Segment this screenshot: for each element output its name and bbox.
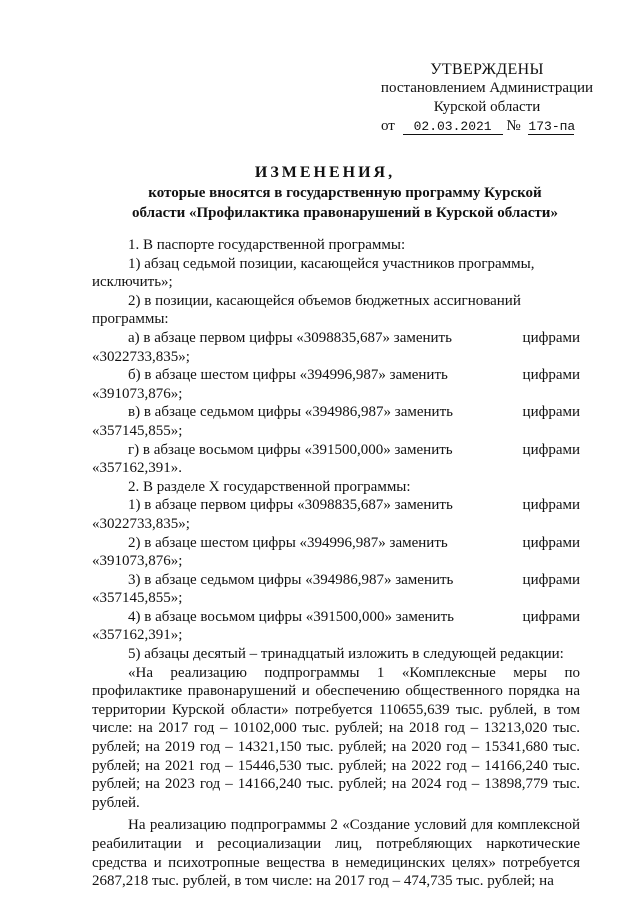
approval-authority: постановлением Администрации xyxy=(380,80,594,96)
item-2-2-value: «391073,876»; xyxy=(92,553,183,570)
quoted-paragraph-2: На реализацию подпрограммы 2 «Создание условий для комплексной реабилитации и ресоциализации лиц, потребляющих наркотические средства и психотропные вещества в немедицинских целях» потребуется 2687,218 тыс. рублей, в том числе: на 2017 год – 474,735 тыс. рублей; на xyxy=(92,817,580,890)
approval-dateline xyxy=(372,117,602,136)
item-2-1-value: «3022733,835»; xyxy=(92,515,190,532)
document-body xyxy=(92,236,580,891)
item-2-2-text: 2) в абзаце шестом цифры «394996,987» заменить xyxy=(128,534,448,551)
item-2-2-tail: цифрами xyxy=(522,534,580,551)
item-a xyxy=(92,329,580,348)
item-2-1 xyxy=(92,496,580,515)
item-1-1-line1: 1) абзац седьмой позиции, касающейся участников программы, xyxy=(128,255,535,272)
item-g-text: г) в абзаце восьмом цифры «391500,000» заменить xyxy=(128,441,453,458)
document-heading xyxy=(90,163,560,223)
item-1-2-line2: программы: xyxy=(92,311,169,328)
item-g-value: «357162,391». xyxy=(92,460,182,477)
item-2-1-tail: цифрами xyxy=(522,497,580,514)
item-2-5: 5) абзацы десятый – тринадцатый изложить в следующей редакции: xyxy=(128,646,564,663)
item-2-3 xyxy=(92,571,580,590)
document-subtitle-line2: области «Профилактика правонарушений в Курской области» xyxy=(132,205,558,221)
item-2-4-text: 4) в абзаце восьмом цифры «391500,000» заменить xyxy=(128,608,454,625)
document-title: ИЗМЕНЕНИЯ, xyxy=(254,164,396,181)
item-2-4-tail: цифрами xyxy=(522,608,580,625)
item-2-3-text: 3) в абзаце седьмом цифры «394986,987» заменить xyxy=(128,571,454,588)
from-label: от xyxy=(381,118,395,134)
item-b-value: «391073,876»; xyxy=(92,385,183,402)
item-2-1-text: 1) в абзаце первом цифры «3098835,687» заменить xyxy=(128,497,453,514)
item-2-4-value: «357162,391»; xyxy=(92,627,183,644)
item-2-2 xyxy=(92,534,580,553)
item-a-value: «3022733,835»; xyxy=(92,348,190,365)
number-label: № xyxy=(506,118,521,134)
item-1-2-line1: 2) в позиции, касающейся объемов бюджетных ассигнований xyxy=(128,292,521,309)
item-a-tail: цифрами xyxy=(522,329,580,346)
item-2-4 xyxy=(92,608,580,627)
item-b xyxy=(92,366,580,385)
item-1-1-line2: исключить»; xyxy=(92,274,173,291)
item-a-text: а) в абзаце первом цифры «3098835,687» заменить xyxy=(128,329,452,346)
section-2-heading: 2. В разделе X государственной программы: xyxy=(128,478,411,495)
item-b-tail: цифрами xyxy=(522,367,580,384)
item-g xyxy=(92,441,580,460)
approval-title: УТВЕРЖДЕНЫ xyxy=(430,61,544,78)
approval-date: 02.03.2021 xyxy=(403,119,503,135)
approval-region: Курской области xyxy=(433,99,541,115)
item-g-tail: цифрами xyxy=(522,441,580,458)
item-v-text: в) в абзаце седьмом цифры «394986,987» заменить xyxy=(128,404,453,421)
approval-stamp xyxy=(372,60,602,136)
section-1-heading: 1. В паспорте государственной программы: xyxy=(128,237,406,253)
document-subtitle-line1: которые вносятся в государственную программу Курской xyxy=(148,185,542,201)
item-v xyxy=(92,403,580,422)
item-2-3-tail: цифрами xyxy=(522,571,580,588)
quoted-paragraph-1: «На реализацию подпрограммы 1 «Комплексные меры по профилактике правонарушений и обеспечению общественного порядка на территории Курской области» потребуется 110655,639 тыс. рублей, в том числе: на 2017 год – 10102,000 тыс. рублей; на 2018 год – 13213,020 тыс. рублей; на 2019 год – 14321,150 тыс. рублей; на 2020 год – 15341,680 тыс. рублей; на 2021 год – 15446,530 тыс. рублей; на 2022 год – 14166,240 тыс. рублей; на 2023 год – 14166,240 тыс. рублей; на 2024 год – 13898,779 тыс. рублей. xyxy=(92,664,580,811)
item-v-value: «357145,855»; xyxy=(92,422,183,439)
approval-number: 173-па xyxy=(528,119,576,134)
item-b-text: б) в абзаце шестом цифры «394996,987» заменить xyxy=(128,367,448,384)
item-v-tail: цифрами xyxy=(522,404,580,421)
item-2-3-value: «357145,855»; xyxy=(92,590,183,607)
